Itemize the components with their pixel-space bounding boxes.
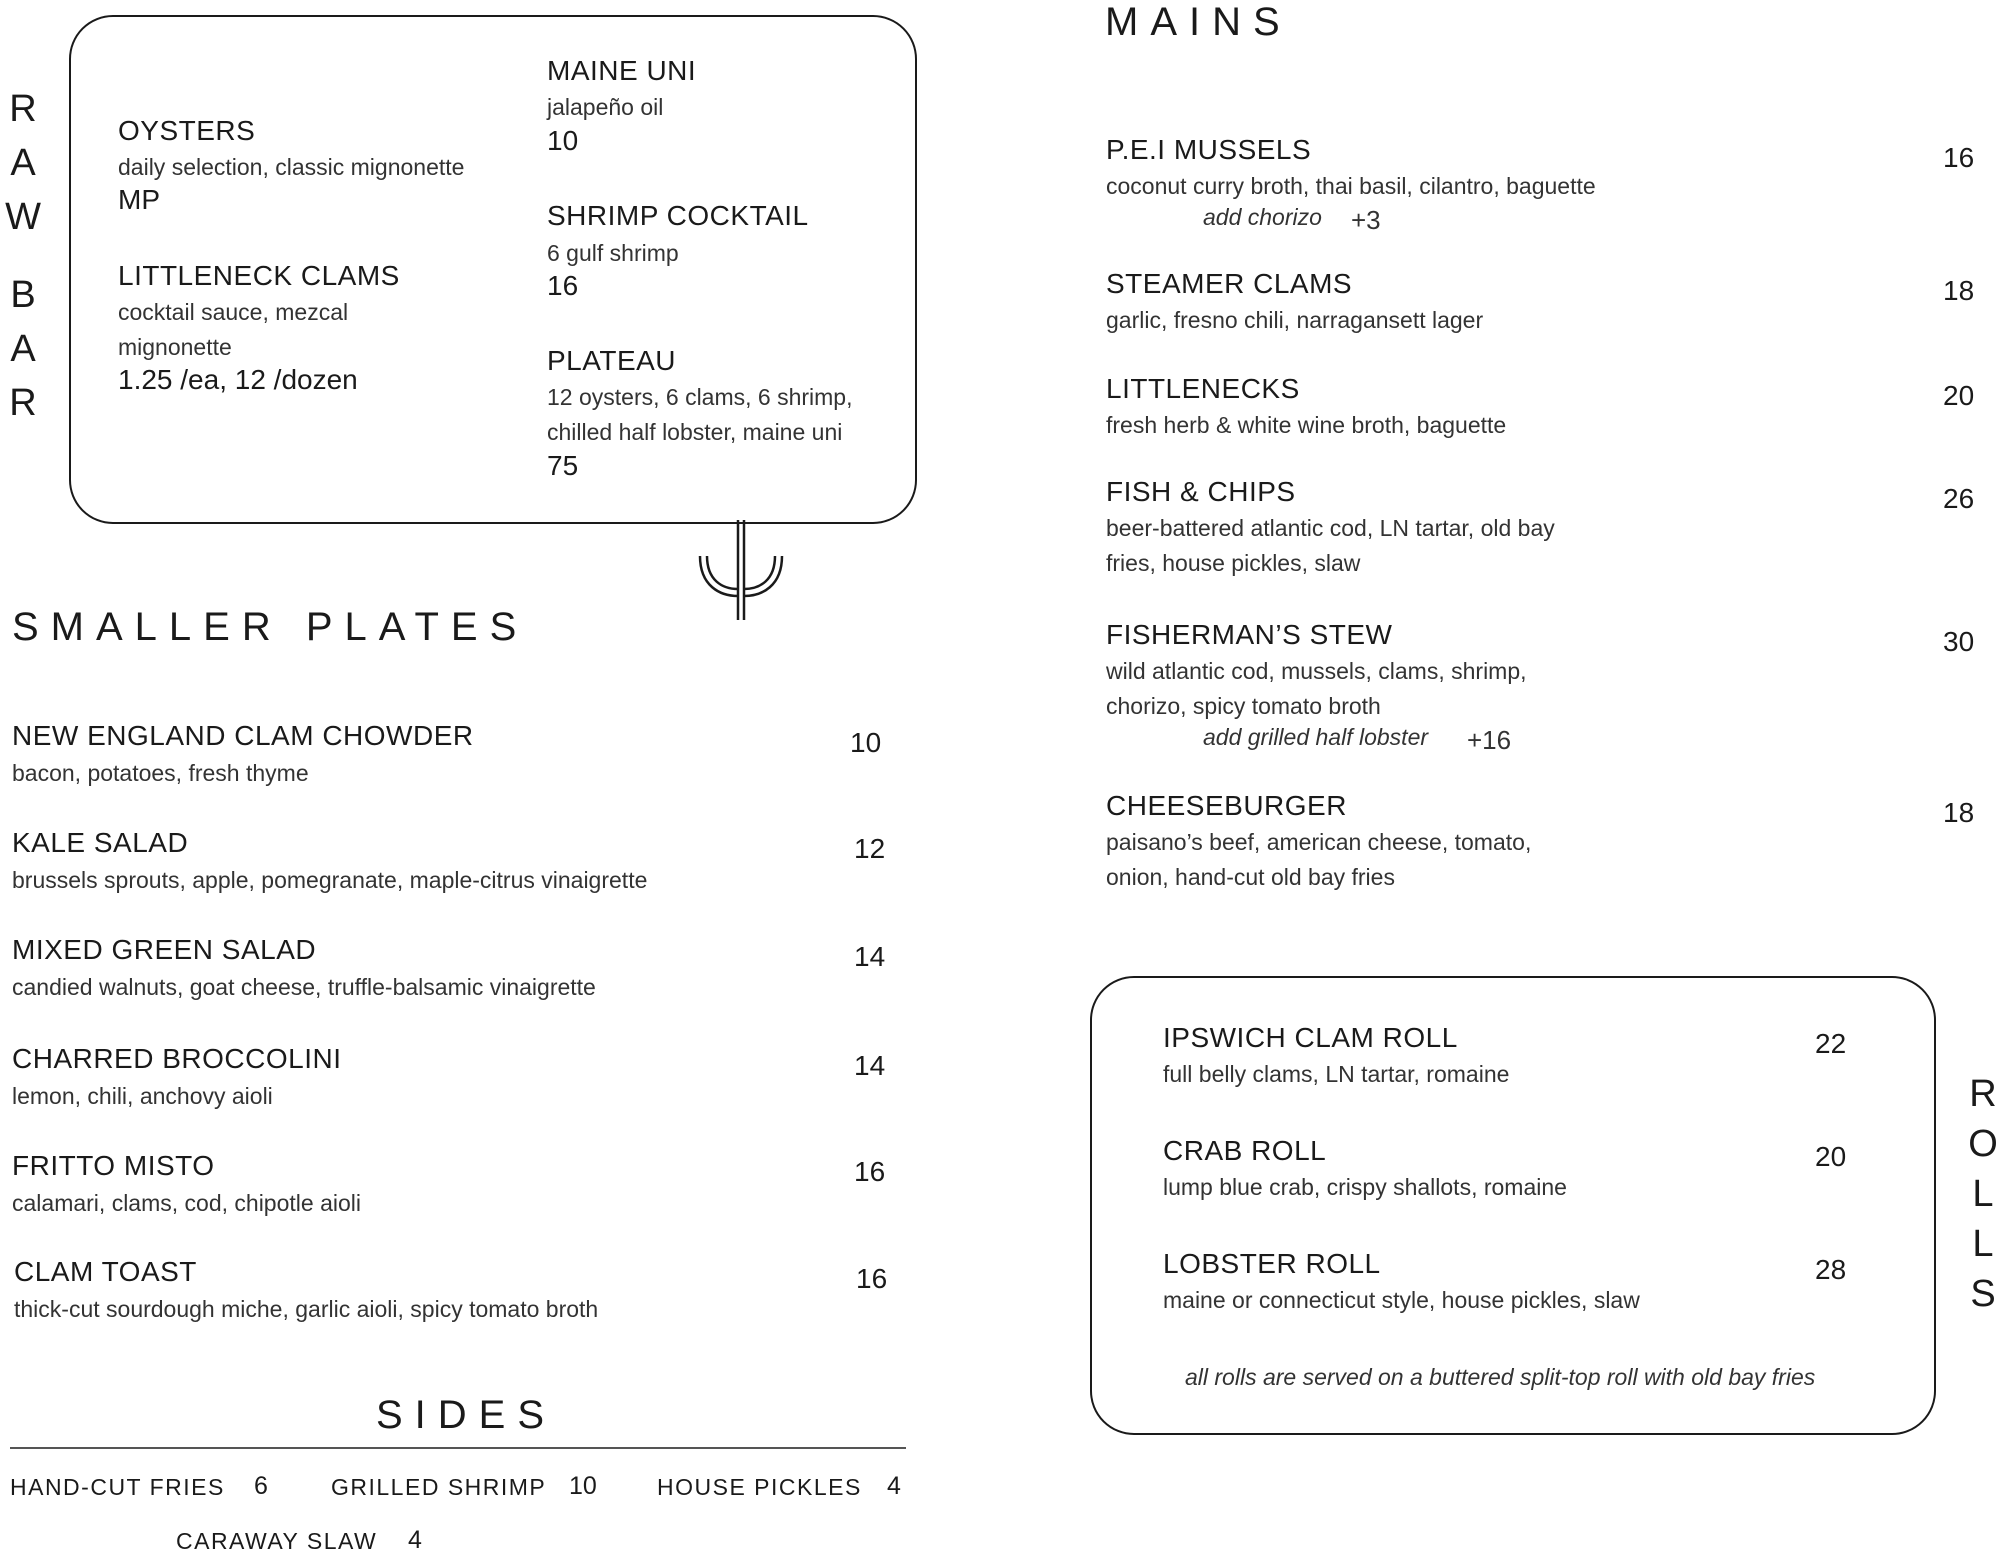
main-burger-price: 18 bbox=[1943, 797, 1975, 828]
plate-desc: lemon, chili, anchovy aioli bbox=[12, 1083, 273, 1109]
raw-bar-uni-price: 10 bbox=[547, 125, 579, 156]
raw-bar-plateau-price: 75 bbox=[547, 450, 579, 481]
main-stew-name: FISHERMAN’S STEW bbox=[1106, 619, 1393, 650]
raw-bar-shrimp-desc: 6 gulf shrimp bbox=[547, 240, 679, 266]
rolls-vertical-label: R O L L S bbox=[1968, 1073, 1998, 1315]
raw-bar-oysters-price: MP bbox=[118, 184, 160, 215]
main-steamer-desc: garlic, fresno chili, narragansett lager bbox=[1106, 307, 1484, 333]
roll-price: 20 bbox=[1815, 1141, 1847, 1172]
side-price: 4 bbox=[408, 1526, 422, 1554]
plate-price: 16 bbox=[856, 1263, 888, 1294]
main-fishchips-price: 26 bbox=[1943, 483, 1975, 514]
main-littlenecks-price: 20 bbox=[1943, 380, 1975, 411]
roll-name: CRAB ROLL bbox=[1163, 1135, 1327, 1166]
plate-desc: brussels sprouts, apple, pomegranate, maple-citrus vinaigrette bbox=[12, 867, 648, 893]
trident-icon bbox=[690, 520, 790, 625]
raw-bar-uni-name: MAINE UNI bbox=[547, 55, 697, 86]
roll-price: 28 bbox=[1815, 1254, 1847, 1285]
main-stew-price: 30 bbox=[1943, 626, 1975, 657]
roll-name: LOBSTER ROLL bbox=[1163, 1248, 1381, 1279]
main-littlenecks-desc: fresh herb & white wine broth, baguette bbox=[1106, 412, 1507, 438]
raw-bar-littleneck-price: 1.25 /ea, 12 /dozen bbox=[118, 364, 358, 395]
plate-name: NEW ENGLAND CLAM CHOWDER bbox=[12, 720, 474, 751]
plate-desc: thick-cut sourdough miche, garlic aioli, spicy tomato broth bbox=[14, 1296, 599, 1322]
raw-bar-shrimp-price: 16 bbox=[547, 270, 579, 301]
plate-price: 14 bbox=[854, 1050, 886, 1081]
plate-name: FRITTO MISTO bbox=[12, 1150, 215, 1181]
side-name: CARAWAY SLAW bbox=[176, 1528, 378, 1554]
main-stew-addon-price: +16 bbox=[1467, 725, 1512, 755]
main-mussels-price: 16 bbox=[1943, 142, 1975, 173]
raw-bar-shrimp-name: SHRIMP COCKTAIL bbox=[547, 200, 809, 231]
main-steamer-name: STEAMER CLAMS bbox=[1106, 268, 1353, 299]
raw-bar-plateau-desc2: chilled half lobster, maine uni bbox=[547, 419, 843, 445]
main-mussels-name: P.E.I MUSSELS bbox=[1106, 134, 1312, 165]
main-fishchips-desc1: beer-battered atlantic cod, LN tartar, old bay bbox=[1106, 515, 1555, 541]
plate-name: CHARRED BROCCOLINI bbox=[12, 1043, 342, 1074]
side-price: 4 bbox=[887, 1472, 901, 1500]
main-mussels-addon: add chorizo bbox=[1203, 204, 1322, 230]
main-steamer-price: 18 bbox=[1943, 275, 1975, 306]
main-mussels-addon-price: +3 bbox=[1351, 205, 1381, 235]
roll-desc: maine or connecticut style, house pickles, slaw bbox=[1163, 1287, 1640, 1313]
raw-bar-plateau-desc1: 12 oysters, 6 clams, 6 shrimp, bbox=[547, 384, 853, 410]
plate-price: 10 bbox=[850, 727, 882, 758]
roll-name: IPSWICH CLAM ROLL bbox=[1163, 1022, 1458, 1053]
main-stew-desc1: wild atlantic cod, mussels, clams, shrimp, bbox=[1106, 658, 1527, 684]
main-stew-addon: add grilled half lobster bbox=[1203, 724, 1429, 750]
raw-bar-littleneck-desc2: mignonette bbox=[118, 334, 232, 360]
sides-heading: SIDES bbox=[376, 1393, 557, 1437]
raw-bar-uni-desc: jalapeño oil bbox=[547, 94, 664, 120]
mains-heading: MAINS bbox=[1105, 0, 1292, 44]
raw-bar-oysters-desc: daily selection, classic mignonette bbox=[118, 154, 465, 180]
side-name: HAND-CUT FRIES bbox=[10, 1474, 225, 1500]
raw-bar-littleneck-name: LITTLENECK CLAMS bbox=[118, 260, 400, 291]
plate-desc: bacon, potatoes, fresh thyme bbox=[12, 760, 309, 786]
plate-name: MIXED GREEN SALAD bbox=[12, 934, 317, 965]
raw-bar-plateau-name: PLATEAU bbox=[547, 345, 677, 376]
plate-price: 12 bbox=[854, 833, 886, 864]
raw-bar-oysters-name: OYSTERS bbox=[118, 115, 256, 146]
side-price: 10 bbox=[569, 1472, 597, 1500]
plate-desc: calamari, clams, cod, chipotle aioli bbox=[12, 1190, 361, 1216]
roll-desc: full belly clams, LN tartar, romaine bbox=[1163, 1061, 1510, 1087]
main-fishchips-desc2: fries, house pickles, slaw bbox=[1106, 550, 1361, 576]
main-burger-desc2: onion, hand-cut old bay fries bbox=[1106, 864, 1395, 890]
side-price: 6 bbox=[254, 1472, 268, 1500]
main-fishchips-name: FISH & CHIPS bbox=[1106, 476, 1296, 507]
roll-desc: lump blue crab, crispy shallots, romaine bbox=[1163, 1174, 1567, 1200]
main-littlenecks-name: LITTLENECKS bbox=[1106, 373, 1300, 404]
smaller-plates-heading: SMALLER PLATES bbox=[12, 605, 529, 649]
plate-price: 16 bbox=[854, 1156, 886, 1187]
raw-bar-vertical-label: R A W B A R bbox=[5, 88, 41, 424]
roll-price: 22 bbox=[1815, 1028, 1847, 1059]
plate-name: CLAM TOAST bbox=[14, 1256, 197, 1287]
raw-bar-littleneck-desc1: cocktail sauce, mezcal bbox=[118, 299, 349, 325]
plate-name: KALE SALAD bbox=[12, 827, 189, 858]
main-burger-desc1: paisano’s beef, american cheese, tomato, bbox=[1106, 829, 1532, 855]
rolls-note: all rolls are served on a buttered split-top roll with old bay fries bbox=[1185, 1364, 1816, 1390]
main-mussels-desc: coconut curry broth, thai basil, cilantro, baguette bbox=[1106, 173, 1596, 199]
plate-desc: candied walnuts, goat cheese, truffle-balsamic vinaigrette bbox=[12, 974, 596, 1000]
plate-price: 14 bbox=[854, 941, 886, 972]
side-name: GRILLED SHRIMP bbox=[331, 1474, 547, 1500]
side-name: HOUSE PICKLES bbox=[657, 1474, 862, 1500]
main-burger-name: CHEESEBURGER bbox=[1106, 790, 1347, 821]
main-stew-desc2: chorizo, spicy tomato broth bbox=[1106, 693, 1381, 719]
sides-divider bbox=[10, 1447, 906, 1449]
